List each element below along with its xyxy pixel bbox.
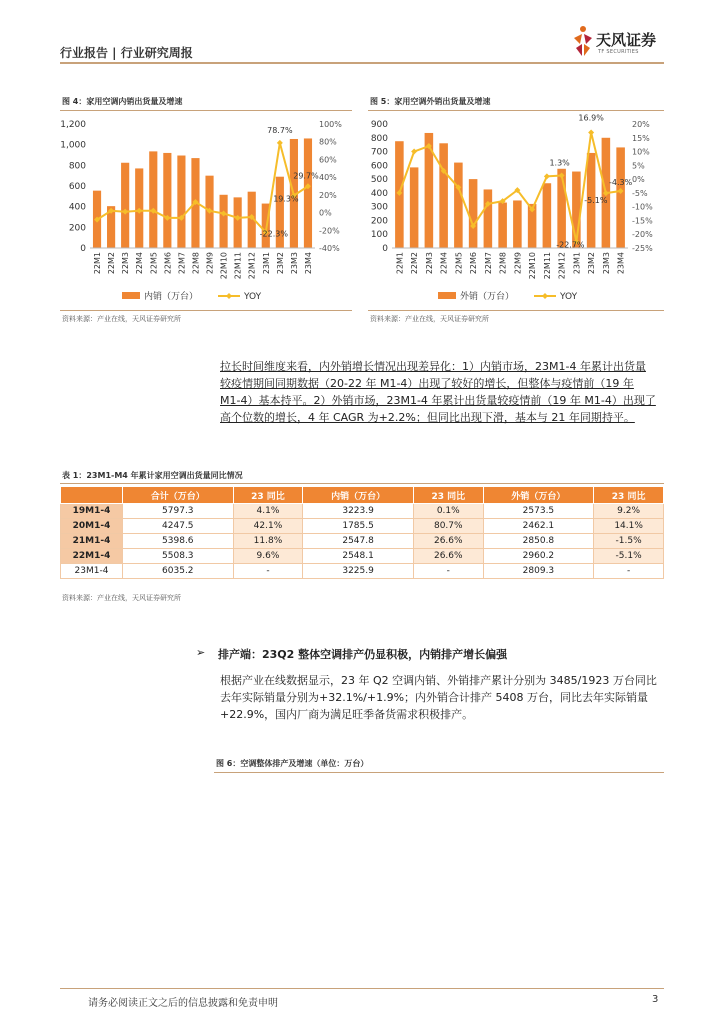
legend-line-marker [226,293,232,299]
table-cell: 9.6% [233,549,303,564]
y-left-tick-label: 300 [370,202,388,213]
x-tick-label: 22M3 [121,252,131,275]
analysis-paragraph [220,358,664,426]
table-cell: -5.1% [594,549,664,564]
x-tick-label: 23M4 [616,252,626,275]
table-header-cell: 23 同比 [233,487,303,504]
table-cell: 2960.2 [483,549,594,564]
x-tick-label: 22M6 [469,252,479,275]
data-label: 29.7% [293,171,319,181]
legend-bar-label: 外销（万台） [460,292,515,302]
bar [454,163,463,248]
x-tick-label: 22M10 [528,252,538,280]
x-tick-label: 22M11 [233,252,243,280]
bar [484,189,493,248]
analysis-line-3: M1-4）基本持平。2）外销市场，23M1-4 年累计出货量较疫情前（19 年 M1-4）出现了 [220,394,656,407]
y-left-tick-label: 1,200 [60,120,86,130]
y-left-tick-label: 800 [370,133,388,144]
table-header-row [61,487,664,504]
x-tick-label: 22M7 [483,252,493,275]
bar [177,156,185,248]
table-cell: 5797.3 [123,504,234,519]
y-right-tick-label: 20% [632,120,650,129]
table-cell: 3225.9 [303,564,414,579]
x-tick-label: 22M1 [93,252,103,275]
y-right-tick-label: -15% [632,216,653,226]
table-header-cell: 23 同比 [413,487,483,504]
bar [234,197,242,248]
table-header-cell: 23 同比 [594,487,664,504]
y-left-tick-label: 700 [370,147,388,158]
y-right-tick-label: 100% [319,120,342,129]
bar [469,179,478,248]
bar [163,153,171,248]
yoy-point [588,130,594,136]
x-tick-label: 22M8 [498,252,508,275]
table-cell: 2462.1 [483,519,594,534]
legend-bar-swatch [122,292,140,299]
table-header-cell: 内销（万台） [303,487,414,504]
data-label: 78.7% [267,125,293,135]
legend-line-label: YOY [244,292,262,302]
table-cell: - [233,564,303,579]
y-left-tick-label: 600 [370,161,388,172]
y-left-tick-label: 600 [68,182,86,192]
x-tick-label: 22M2 [107,252,117,275]
row-label-cell: 20M1-4 [61,519,123,534]
legend-bar-label: 内销（万台） [144,292,199,302]
x-tick-label: 22M8 [191,252,201,275]
y-right-tick-label: 60% [319,155,337,165]
data-label: 19.3% [273,194,299,204]
y-left-tick-label: 400 [68,202,86,213]
x-tick-label: 22M2 [410,252,420,275]
fig5-chart [368,112,664,308]
table-cell: 14.1% [594,519,664,534]
y-left-tick-label: 100 [370,230,388,241]
table-cell: 9.2% [594,504,664,519]
table-cell: 4.1% [233,504,303,519]
y-right-tick-label: 15% [632,133,650,143]
y-left-tick-label: 400 [370,188,388,199]
fig6-top-rule [214,772,664,773]
table1-source: 资料来源：产业在线，天风证券研究所 [62,594,181,602]
y-right-tick-label: 20% [319,190,337,200]
y-right-tick-label: -10% [632,202,653,212]
table-cell: 5508.3 [123,549,234,564]
y-right-tick-label: 10% [632,147,650,157]
table-cell: 11.8% [233,534,303,549]
y-left-tick-label: 0 [382,244,388,254]
y-right-tick-label: -25% [632,244,653,253]
x-tick-label: 22M7 [177,252,187,275]
x-tick-label: 23M2 [275,252,285,275]
table-row [61,564,664,579]
analysis-line-4: 高个位数的增长，4 年 CAGR 为+2.2%；但同比出现下滑，基本与 21 年同期持平。 [220,411,635,424]
table-cell: 2809.3 [483,564,594,579]
table-cell: 1785.5 [303,519,414,534]
x-tick-label: 22M10 [219,252,229,280]
y-right-tick-label: 5% [632,161,645,171]
table-cell: 5398.6 [123,534,234,549]
table-cell: 6035.2 [123,564,234,579]
x-tick-label: 22M5 [454,252,464,275]
bar [220,195,228,248]
data-label: -5.1% [584,196,608,206]
y-right-tick-label: -40% [319,244,340,253]
x-tick-label: 22M3 [424,252,434,275]
x-tick-label: 22M12 [557,252,567,280]
y-left-tick-label: 200 [68,223,86,234]
fig6-title: 图 6：空调整体排产及增速（单位：万台） [216,759,369,768]
table-cell: 26.6% [413,534,483,549]
table-cell: 80.7% [413,519,483,534]
yoy-point [411,149,417,155]
section-bullet: ➢ [196,646,206,659]
x-tick-label: 22M9 [205,252,215,275]
yoy-point [277,140,283,146]
data-label: -22.3% [259,229,288,239]
x-tick-label: 23M1 [572,252,582,275]
legend-bar-swatch [438,292,456,299]
x-tick-label: 22M11 [542,252,552,280]
table-cell: 2850.8 [483,534,594,549]
bar [513,200,522,248]
y-left-tick-label: 200 [370,216,388,227]
production-line-1: 根据产业在线数据显示，23 年 Q2 空调内销、外销排产累计分别为 3485/1923 万台同比 [220,674,657,687]
bar [557,169,566,248]
fig4-bottom-rule [60,310,352,311]
y-right-tick-label: -20% [319,226,340,236]
legend-line-marker [542,293,548,299]
report-header-title: 行业报告 | 行业研究周报 [60,46,193,60]
table-cell: 0.1% [413,504,483,519]
table-cell: - [594,564,664,579]
fig4-chart [60,112,352,308]
fig5-source: 资料来源：产业在线，天风证券研究所 [370,315,489,323]
y-left-tick-label: 800 [68,161,86,172]
data-label: -22.7% [556,240,585,250]
y-left-tick-label: 1,000 [60,140,86,151]
y-right-tick-label: 0% [319,208,332,218]
bar [543,183,552,248]
bar [498,203,507,248]
x-tick-label: 22M4 [135,252,145,275]
x-tick-label: 22M12 [247,252,257,280]
brand-logo [570,24,670,64]
fig5-top-rule [368,110,664,111]
yoy-point [544,173,550,179]
x-tick-label: 23M3 [601,252,611,275]
table-header-cell: 外销（万台） [483,487,594,504]
table1-top-rule [60,483,664,484]
production-line-2: 去年实际销量分别为+32.1%/+1.9%；内外销合计排产 5408 万台，同比去年实际销量 [220,691,649,704]
table-row [61,534,664,549]
brand-logo-icon [570,24,596,60]
footer-disclaimer: 请务必阅读正文之后的信息披露和免责申明 [88,998,278,1009]
analysis-line-1: 拉长时间维度来看，内外销增长情况出现差异化：1）内销市场，23M1-4 年累计出货量 [220,360,646,373]
x-tick-label: 22M4 [439,252,449,275]
production-line-3: +22.9%，国内厂商为满足旺季备货需求积极排产。 [220,708,474,721]
x-tick-label: 23M4 [303,252,313,275]
y-left-tick-label: 900 [370,120,388,130]
x-tick-label: 22M9 [513,252,523,275]
brand-subtitle: TF SECURITIES [598,49,639,55]
table-cell: 26.6% [413,549,483,564]
fig5-bottom-rule [368,310,664,311]
fig4-top-rule [60,110,352,111]
data-label: 16.9% [578,113,604,123]
section-heading: 排产端：23Q2 整体空调排产仍显积极，内销排产增长偏强 [218,648,508,661]
footer-divider [60,988,664,989]
fig4-source: 资料来源：产业在线，天风证券研究所 [62,315,181,323]
shipment-table [60,486,664,579]
x-tick-label: 22M5 [149,252,159,275]
y-left-tick-label: 0 [80,244,86,254]
x-tick-label: 23M2 [587,252,597,275]
table-cell: -1.5% [594,534,664,549]
table-cell: 3223.9 [303,504,414,519]
y-right-tick-label: 0% [632,175,645,185]
row-label-cell: 23M1-4 [61,564,123,579]
data-label: -4.3% [609,177,633,187]
table-cell: 2547.8 [303,534,414,549]
legend-line-label: YOY [560,292,578,302]
fig5-title: 图 5：家用空调外销出货量及增速 [370,97,491,106]
bar [616,147,625,248]
x-tick-label: 23M3 [289,252,299,275]
table-cell: 2573.5 [483,504,594,519]
production-paragraph [220,672,664,723]
bar [149,151,157,248]
row-label-cell: 21M1-4 [61,534,123,549]
bar [304,138,312,248]
x-tick-label: 22M1 [395,252,405,275]
y-left-tick-label: 500 [370,175,388,186]
x-tick-label: 23M1 [261,252,271,275]
y-right-tick-label: 40% [319,173,337,183]
row-label-cell: 19M1-4 [61,504,123,519]
table-row [61,504,664,519]
table-cell: - [413,564,483,579]
bar [121,163,129,248]
row-label-cell: 22M1-4 [61,549,123,564]
data-label: 1.3% [549,158,570,168]
y-right-tick-label: -20% [632,230,653,240]
bar [439,143,448,248]
table1-title: 表 1：23M1-M4 年累计家用空调出货量同比情况 [62,471,243,480]
table-row [61,549,664,564]
brand-name: 天风证券 [596,31,657,49]
x-tick-label: 22M6 [163,252,173,275]
bar [410,167,419,248]
page-number: 3 [652,994,659,1005]
table-cell: 4247.5 [123,519,234,534]
y-right-tick-label: 80% [319,137,337,147]
table-row [61,519,664,534]
y-right-tick-label: -5% [632,188,648,198]
analysis-line-2: 较疫情期间同期数据（20-22 年 M1-4）出现了较好的增长，但整体与疫情前（19 年 [220,377,634,390]
fig4-title: 图 4：家用空调内销出货量及增速 [62,97,183,106]
table-header-cell: 合计（万台） [123,487,234,504]
table-cell: 2548.1 [303,549,414,564]
table-cell: 42.1% [233,519,303,534]
table-header-cell [61,487,123,504]
